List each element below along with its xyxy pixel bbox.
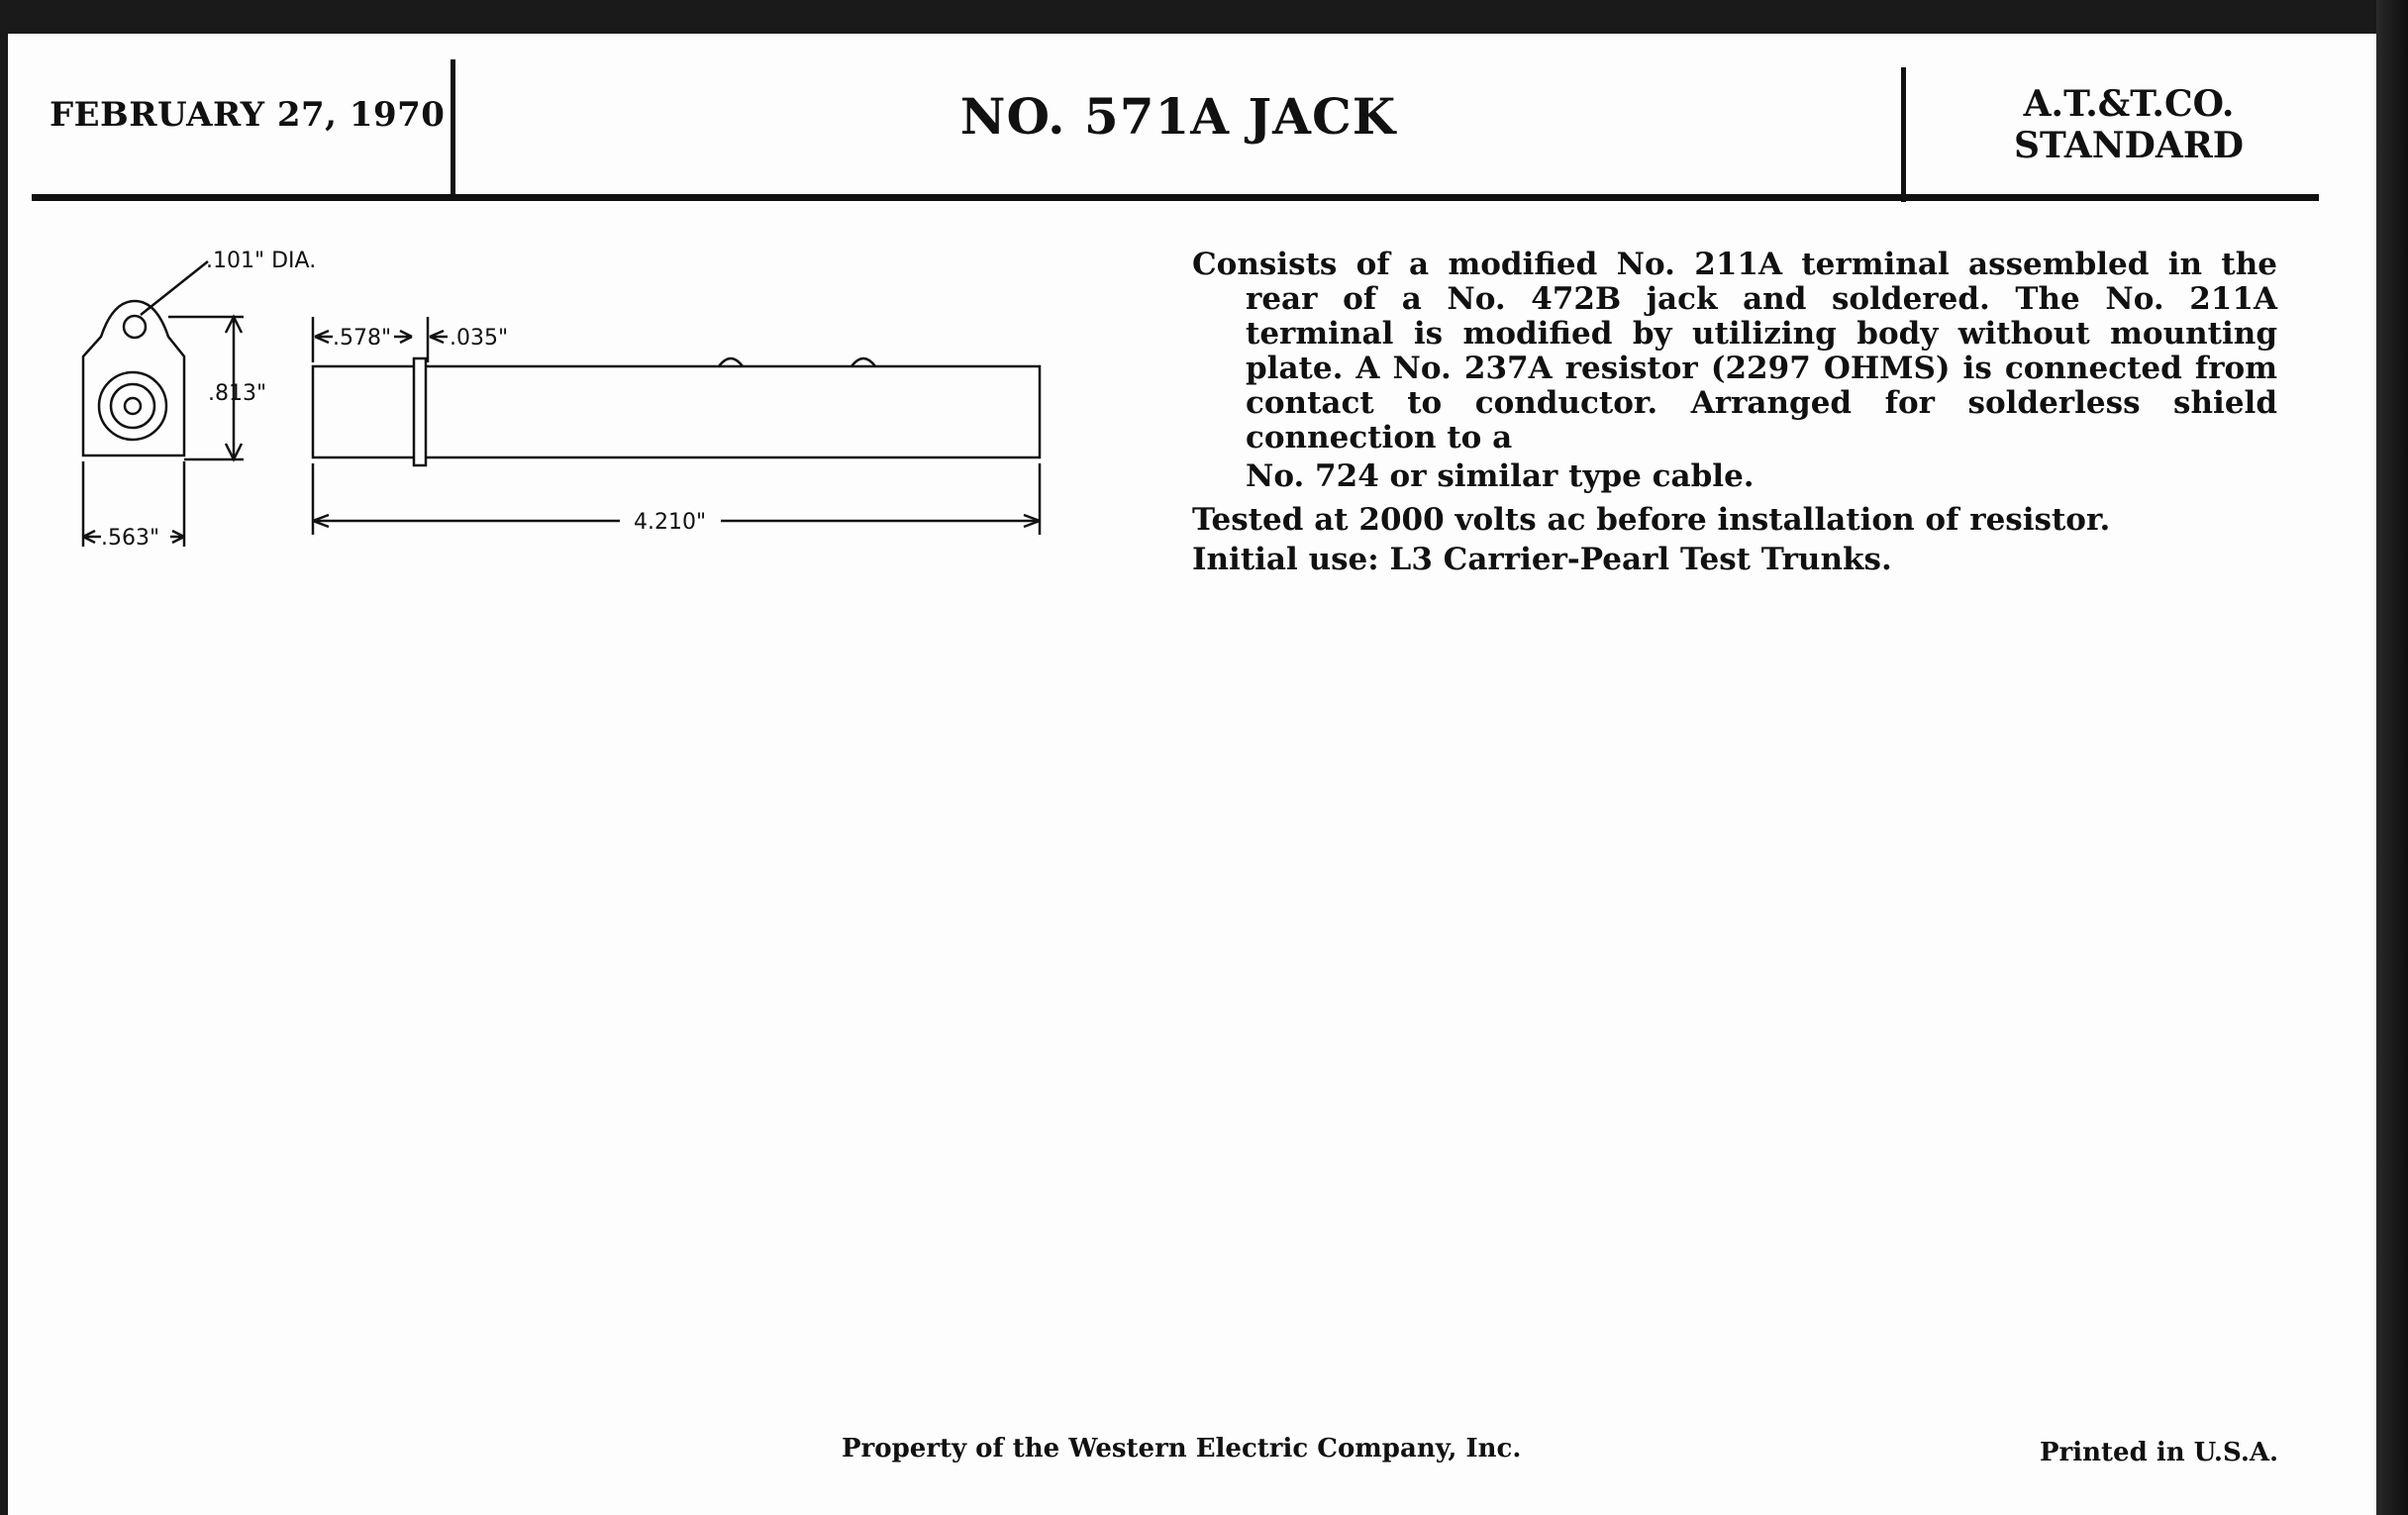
width-label: .563"	[101, 526, 160, 551]
height-label: .813"	[208, 381, 267, 406]
jack-drawing	[59, 238, 1069, 564]
header-date: FEBRUARY 27, 1970	[50, 95, 446, 135]
dia-leader	[141, 261, 208, 315]
description-para-3: Initial use: L3 Carrier-Pearl Test Trunks.	[1192, 542, 1892, 577]
flange-label: .035"	[450, 326, 509, 351]
mounting-hole	[124, 316, 146, 338]
jack-socket-outer	[99, 372, 166, 440]
scan-edge	[2376, 0, 2408, 1515]
end-view-outline	[83, 301, 184, 455]
description	[1192, 248, 2277, 579]
header-rule	[32, 194, 2319, 201]
jack-socket-ring	[111, 384, 154, 428]
footer-property: Property of the Western Electric Company, Inc.	[842, 1434, 1522, 1464]
description-para-1: Consists of a modified No. 211A terminal assembled in the rear of a No. 472B jack and soldered. The No. 211A terminal is modified by utilizing body without mounting plate. A No. 237A resistor (2297 OHMS) is connected from contact to conductor. Arranged for solderless shield connection to a	[1192, 247, 2277, 455]
standard-line-1: A.T.&T.CO.	[2023, 83, 2235, 125]
header-divider-right	[1901, 67, 1906, 202]
standard-line-2: STANDARD	[2014, 125, 2244, 166]
page-title: NO. 571A JACK	[959, 87, 1397, 146]
hole-dia-label: .101" DIA.	[206, 249, 317, 273]
front-length-label: .578"	[333, 326, 392, 351]
jack-socket-inner	[125, 398, 141, 414]
jack-flange	[414, 358, 426, 465]
footer-printed: Printed in U.S.A.	[2040, 1438, 2279, 1467]
description-para-2: Tested at 2000 volts ac before installation of resistor.	[1192, 502, 2111, 538]
description-para-1-end: No. 724 or similar type cable.	[1246, 458, 1755, 494]
standard-label	[1921, 83, 2337, 166]
overall-length-label: 4.210"	[634, 510, 707, 535]
